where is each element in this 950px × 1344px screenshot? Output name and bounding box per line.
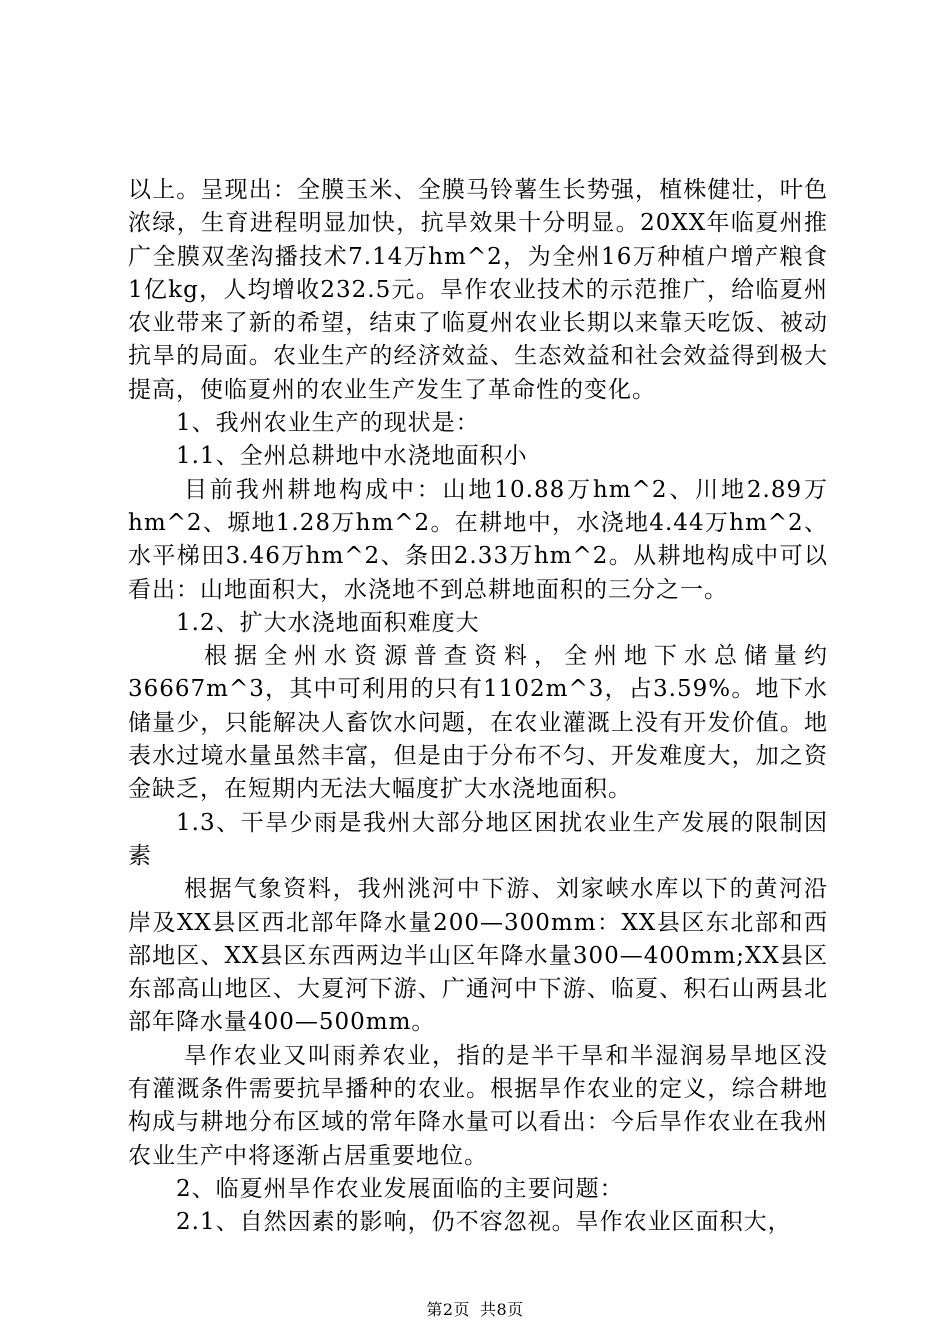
paragraph-section-2-1: 2.1、自然因素的影响，仍不容忽视。旱作农业区面积大， <box>176 1209 792 1236</box>
page-number: 第2页 <box>426 1300 470 1319</box>
heading-section-1-3: 1.3、干旱少雨是我州大部分地区困扰农业生产发展的限制因素 <box>128 809 828 869</box>
page-total: 共8页 <box>480 1300 524 1319</box>
paragraph-water-resources: 根据全州水资源普查资料，全州地下水总储量约36667m^3，其中可利用的只有1102m^3，占3.59%。地下水储量少，只能解决人畜饮水问题，在农业灌溉上没有开发价值。地表水过境水量虽然丰富，但是由于分布不匀、开发难度大，加之资金缺乏，在短期内无法大幅度扩大水浇地面积。 <box>128 643 828 803</box>
heading-section-1-2: 1.2、扩大水浇地面积难度大 <box>176 609 480 636</box>
paragraph-dryland-definition: 旱作农业又叫雨养农业，指的是半干旱和半湿润易旱地区没有灌溉条件需要抗旱播种的农业。根据旱作农业的定义，综合耕地构成与耕地分布区域的常年降水量可以看出：今后旱作农业在我州农业生产中将逐渐占居重要地位。 <box>128 1042 828 1169</box>
document-body <box>128 174 828 1240</box>
paragraph-intro-continued: 以上。呈现出：全膜玉米、全膜马铃薯生长势强，植株健壮，叶色浓绿，生育进程明显加快，抗旱效果十分明显。20XX年临夏州推广全膜双垄沟播技术7.14万hm^2，为全州16万种植户增产粮食1亿kg，人均增收232.5元。旱作农业技术的示范推广，给临夏州农业带来了新的希望，结束了临夏州农业长期以来靠天吃饭、被动抗旱的局面。农业生产的经济效益、生态效益和社会效益得到极大提高，使临夏州的农业生产发生了革命性的变化。 <box>128 177 828 403</box>
heading-section-1-1: 1.1、全州总耕地中水浇地面积小 <box>176 443 528 470</box>
paragraph-precipitation: 根据气象资料，我州洮河中下游、刘家峡水库以下的黄河沿岸及XX县区西北部年降水量200—300mm：XX县区东北部和西部地区、XX县区东西两边半山区年降水量300—400mm;XX县区东部高山地区、大夏河下游、广通河中下游、临夏、积石山两县北部年降水量400—500mm。 <box>128 876 828 1036</box>
heading-section-1: 1、我州农业生产的现状是： <box>176 410 480 437</box>
heading-section-2: 2、临夏州旱作农业发展面临的主要问题： <box>176 1175 624 1202</box>
paragraph-land-composition: 目前我州耕地构成中：山地10.88万hm^2、川地2.89万hm^2、塬地1.28万hm^2。在耕地中，水浇地4.44万hm^2、水平梯田3.46万hm^2、条田2.33万hm^2。从耕地构成中可以看出：山地面积大，水浇地不到总耕地面积的三分之一。 <box>128 476 828 603</box>
page-footer <box>0 1300 950 1320</box>
